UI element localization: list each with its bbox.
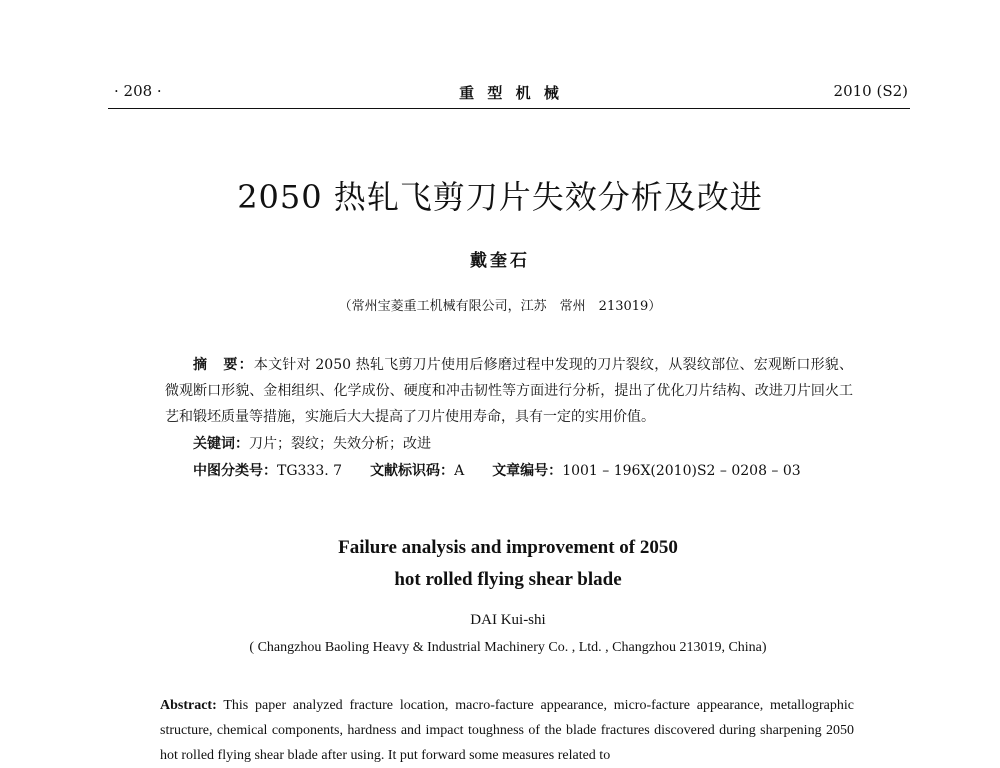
article-number-label: 文章编号： [492,463,563,479]
keywords-cn-label: 关键词： [193,436,249,452]
doc-code-label: 文献标识码： [370,463,455,479]
abstract-cn-label: 摘 要： [193,357,254,373]
article-number-value: 1001 – 196X(2010)S2 – 0208 – 03 [562,463,801,479]
classification-line [193,460,801,480]
clc-value: TG333. 7 [277,463,343,479]
author-cn: 戴奎石 [470,251,530,271]
doc-code-value: A [454,463,465,479]
issue-label: 2010 (S2) [833,82,908,100]
keywords-cn [193,433,431,453]
affiliation-cn: （常州宝菱重工机械有限公司，江苏 常州 213019） [338,299,662,314]
clc-label: 中图分类号： [193,463,277,479]
affiliation-en: ( Changzhou Baoling Heavy & Industrial Machinery Co. , Ltd. , Changzhou 213019, China) [249,640,767,655]
abstract-en-text: This paper analyzed fracture location, macro-facture appearance, micro-facture appearance, metallographic structure, chemical components, hardness and impact toughness of the blade fractures discovered during sharpening 2050 hot rolled flying shear blade after using. It put forward some measures related to [160,698,854,763]
paper-title-cn: 2050 热轧飞剪刀片失效分析及改进 [237,178,763,216]
running-header [114,82,908,104]
paper-title-en-line1: Failure analysis and improvement of 2050 [338,537,678,558]
header-rule [108,108,910,109]
author-en: DAI Kui-shi [470,612,546,628]
journal-name: 重 型 机 械 [459,84,563,102]
page-number: · 208 · [114,82,162,100]
abstract-cn-text: 本文针对 2050 热轧飞剪刀片使用后修磨过程中发现的刀片裂纹，从裂纹部位、宏观断口形貌、微观断口形貌、金相组织、化学成份、硬度和冲击韧性等方面进行分析，提出了优化刀片结构、改进刀片回火工艺和锻坯质量等措施，实施后大大提高了刀片使用寿命，具有一定的实用价值。 [165,357,854,425]
paper-title-en-line2: hot rolled flying shear blade [394,569,622,590]
abstract-en-label: Abstract: [160,698,217,713]
abstract-cn [165,352,853,430]
abstract-en [160,693,854,768]
keywords-cn-text: 刀片；裂纹；失效分析；改进 [249,436,431,452]
paper-title-en [0,532,1000,596]
